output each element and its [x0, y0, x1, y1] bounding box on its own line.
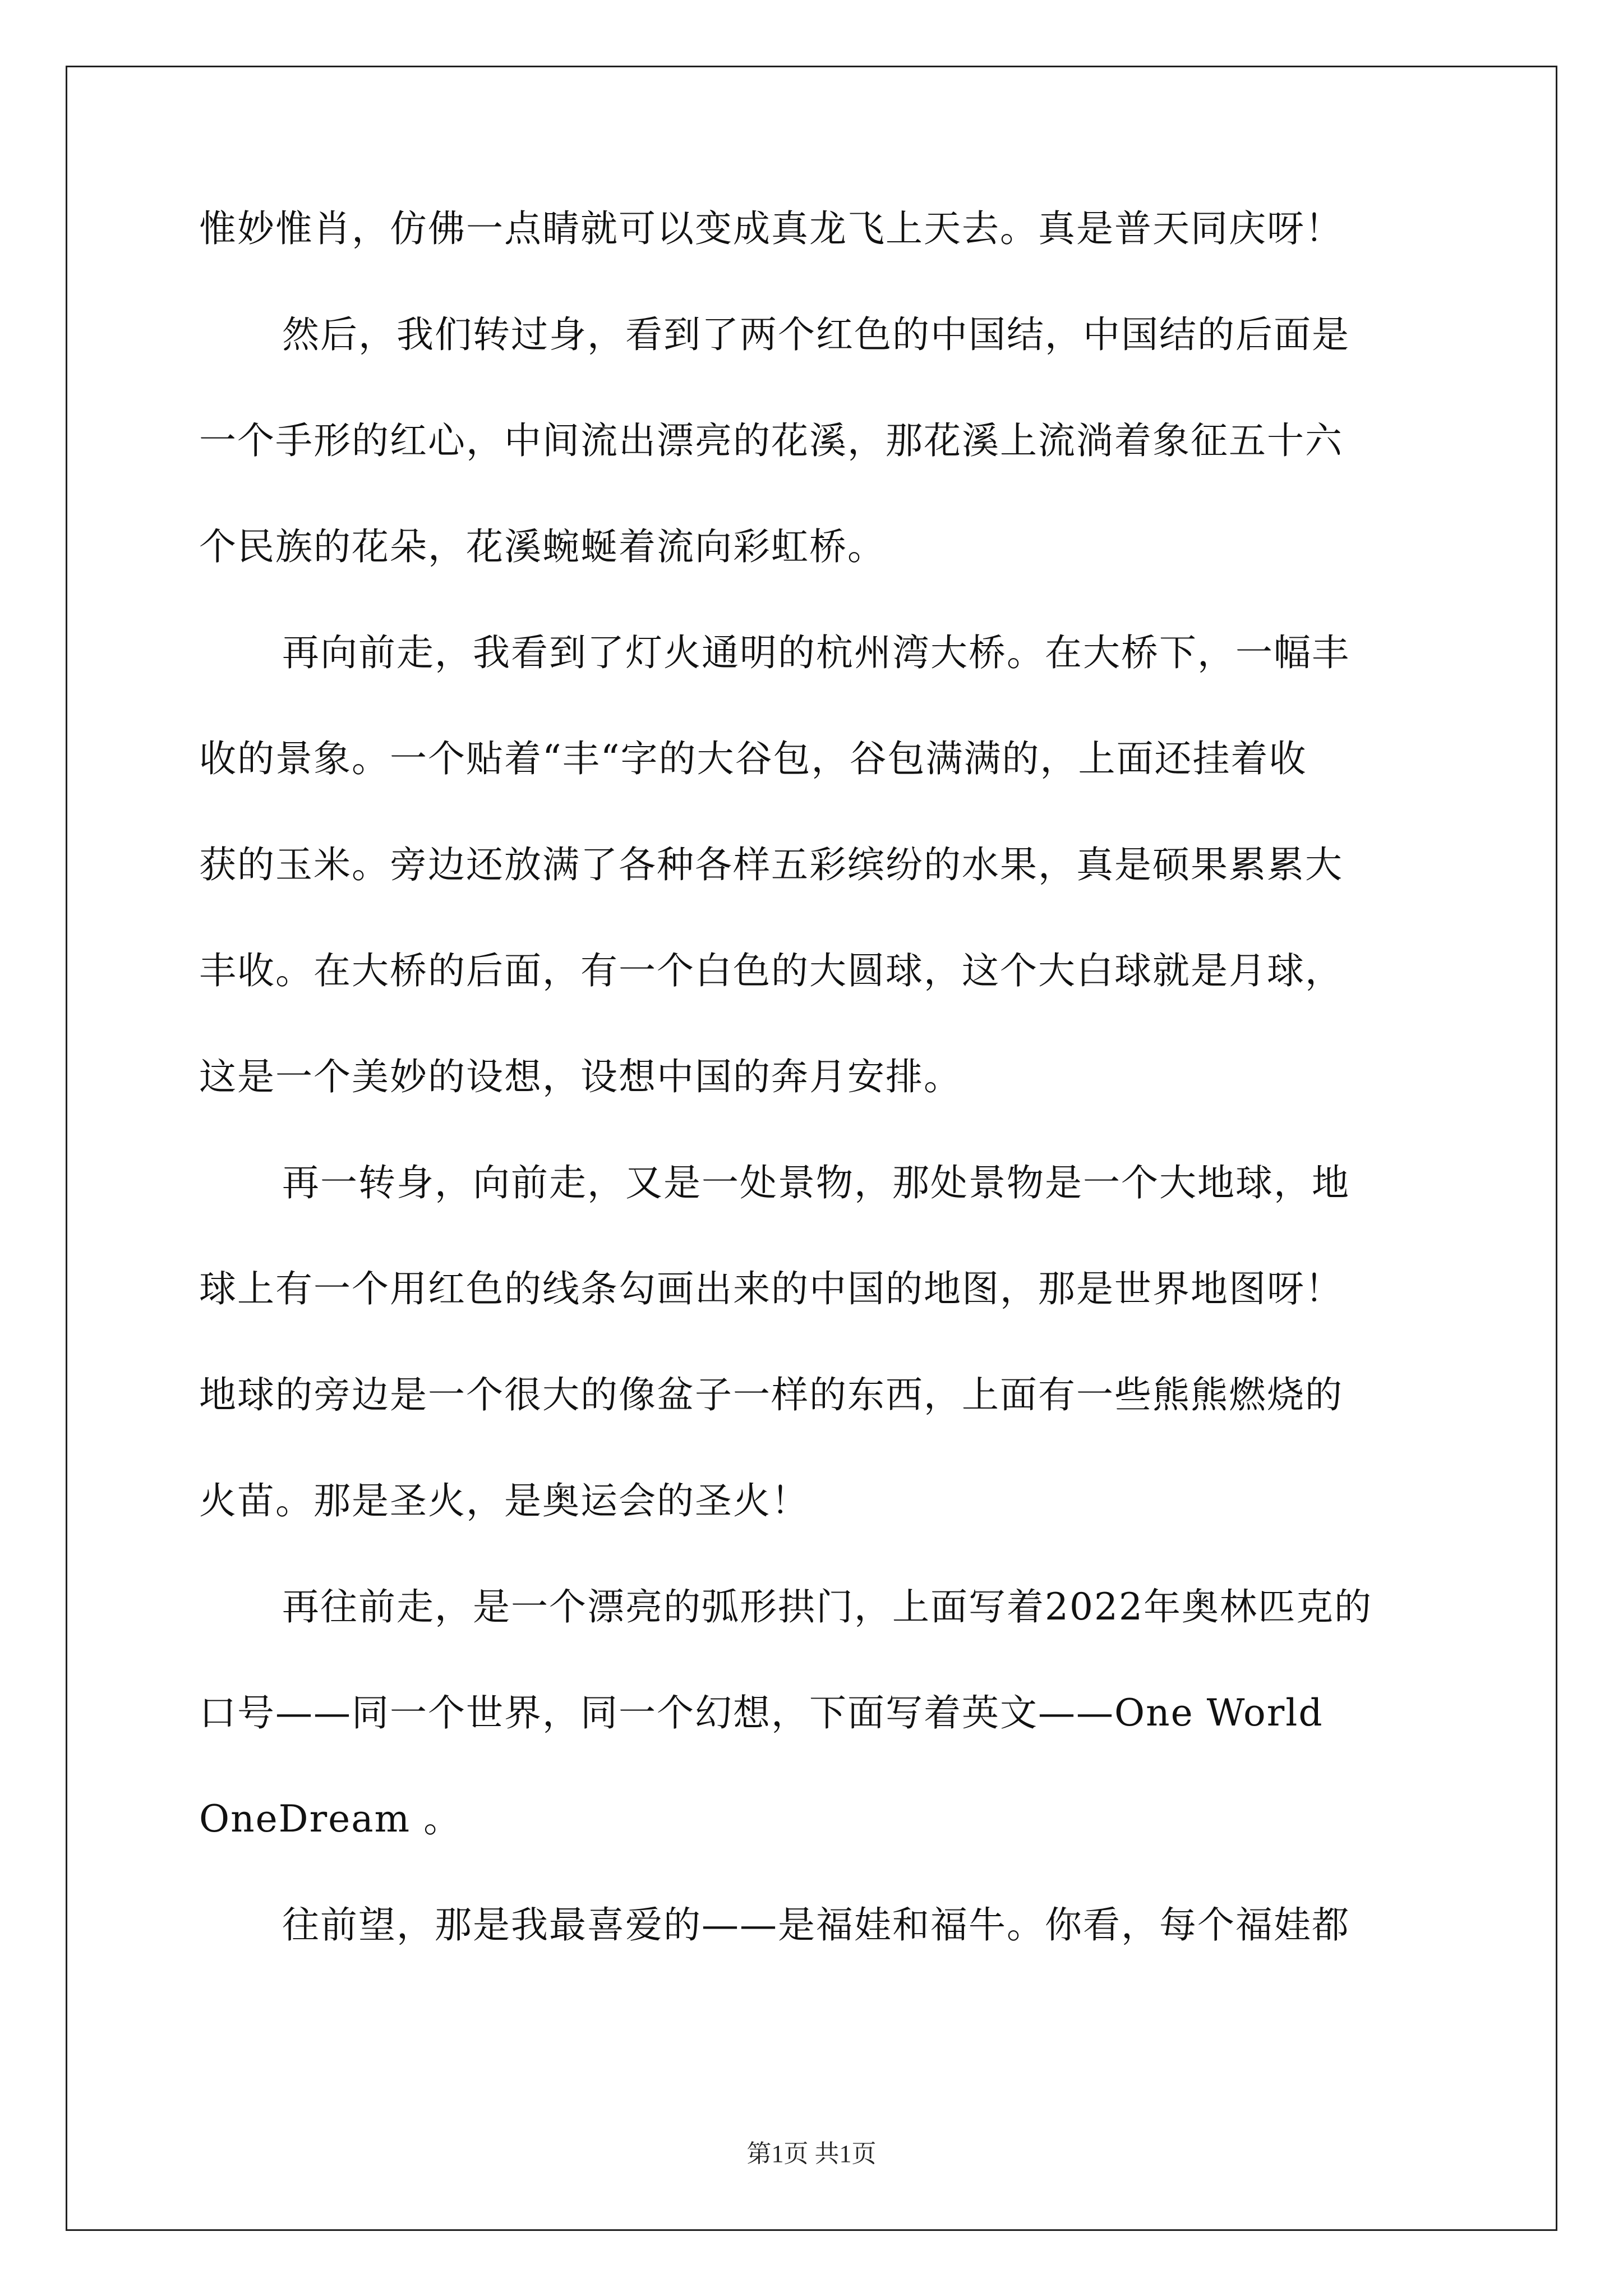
text-line: 再一转身，向前走，又是一处景物，那处景物是一个大地球，地 — [282, 1161, 1350, 1204]
text-line: 一个手形的红心，中间流出漂亮的花溪，那花溪上流淌着象征五十六 — [199, 419, 1343, 462]
text-line: 个民族的花朵，花溪蜿蜒着流向彩虹桥。 — [199, 525, 886, 568]
text-line: 口号——同一个世界，同一个幻想，下面写着英文——One World — [199, 1691, 1324, 1734]
text-line: 这是一个美妙的设想，设想中国的奔月安排。 — [199, 1055, 962, 1098]
page-footer — [0, 2133, 1623, 2169]
text-line: 收的景象。一个贴着“丰“字的大谷包，谷包满满的，上面还挂着收 — [199, 737, 1307, 780]
text-line: 再向前走，我看到了灯火通明的杭州湾大桥。在大桥下，一幅丰 — [282, 631, 1350, 674]
text-line: 再往前走，是一个漂亮的弧形拱门，上面写着2022年奥林匹克的 — [282, 1585, 1372, 1628]
document-body — [199, 207, 1433, 2013]
text-line: 球上有一个用红色的线条勾画出来的中国的地图，那是世界地图呀！ — [199, 1267, 1343, 1310]
text-line: 然后，我们转过身，看到了两个红色的中国结，中国结的后面是 — [282, 313, 1350, 356]
text-line: 地球的旁边是一个很大的像盆子一样的东西，上面有一些熊熊燃烧的 — [199, 1373, 1343, 1416]
text-line: 往前望，那是我最喜爱的——是福娃和福牛。你看，每个福娃都 — [282, 1903, 1350, 1947]
text-line: 火苗。那是圣火，是奥运会的圣火！ — [199, 1479, 809, 1522]
text-line: 获的玉米。旁边还放满了各种各样五彩缤纷的水果，真是硕果累累大 — [199, 843, 1343, 886]
text-line: OneDream 。 — [199, 1797, 462, 1841]
page-number: 第1页 共1页 — [746, 2140, 877, 2168]
text-line: 惟妙惟肖，仿佛一点睛就可以变成真龙飞上天去。真是普天同庆呀！ — [199, 207, 1343, 250]
text-line: 丰收。在大桥的后面，有一个白色的大圆球，这个大白球就是月球， — [199, 949, 1343, 992]
